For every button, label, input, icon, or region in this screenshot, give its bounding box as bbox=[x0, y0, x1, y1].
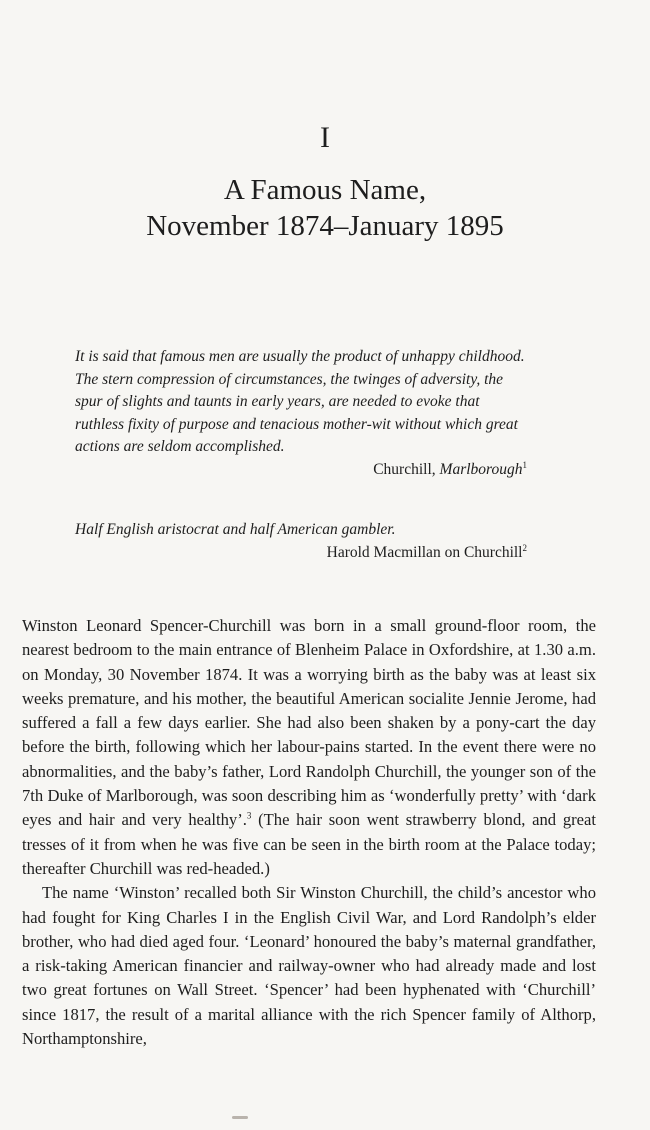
epigraph-work: Marlborough bbox=[439, 460, 523, 478]
paragraph-1 bbox=[22, 614, 596, 881]
chapter-title bbox=[0, 172, 650, 244]
epigraph-attribution bbox=[75, 459, 527, 482]
epigraph-author: Harold Macmillan on Churchill bbox=[326, 543, 523, 561]
paragraph-1-text-b: (The hair soon went strawberry blond, and great tresses of it from when he was five can be seen in the birth room at the Palace today; thereafter Churchill was red-headed.) bbox=[22, 810, 596, 878]
footnote-ref: 2 bbox=[522, 542, 527, 553]
chapter-number: I bbox=[320, 121, 330, 154]
body-text bbox=[22, 614, 596, 1051]
chapter-title-line-1: A Famous Name, bbox=[223, 174, 427, 206]
epigraph-quote: It is said that famous men are usually the product of unhappy childhood. The stern compression of circumstances, the twinges of adversity, the spur of slights and taunts in early years, are needed to evoke that ruthless fixity of purpose and tenacious mother-wit without which great actions are seldom accomplished. bbox=[75, 348, 525, 455]
epigraph-quote: Half English aristocrat and half American gambler. bbox=[75, 521, 396, 538]
epigraph-churchill bbox=[75, 346, 527, 481]
epigraph-author: Churchill, bbox=[373, 460, 440, 478]
footnote-ref: 1 bbox=[522, 459, 527, 470]
paragraph-2: The name ‘Winston’ recalled both Sir Winston Churchill, the child’s ancestor who had fought for King Charles I in the English Civil War, and Lord Randolph’s elder brother, who had died aged four. ‘Leonard’ honoured the baby’s maternal grandfather, a risk-taking American financier and railway-owner who had already made and lost two great fortunes on Wall Street. ‘Spencer’ had been hyphenated with ‘Churchill’ since 1817, the result of a marital alliance with the rich Spencer family of Althorp, Northamptonshire, bbox=[22, 883, 596, 1049]
epigraph-macmillan bbox=[75, 519, 527, 564]
paragraph-1-text-a: Winston Leonard Spencer-Churchill was born in a small ground-floor room, the nearest bedroom to the main entrance of Blenheim Palace in Oxfordshire, at 1.30 a.m. on Monday, 30 November 1874. It was a worrying birth as the baby was at least six weeks premature, and his mother, the beautiful American socialite Jennie Jerome, had suffered a fall a few days earlier. She had also been shaken by a pony-cart the day before the birth, following which her labour-pains started. In the event there were no abnormalities, and the baby’s father, Lord Randolph Churchill, the younger son of the 7th Duke of Marlborough, was soon describing him as ‘wonderfully pretty’ with ‘dark eyes and hair and very healthy’. bbox=[22, 616, 596, 830]
footnote-ref: 3 bbox=[246, 810, 252, 821]
chapter-title-line-2: November 1874–January 1895 bbox=[146, 210, 504, 242]
page-mark bbox=[232, 1116, 248, 1119]
epigraph-attribution bbox=[75, 542, 527, 565]
